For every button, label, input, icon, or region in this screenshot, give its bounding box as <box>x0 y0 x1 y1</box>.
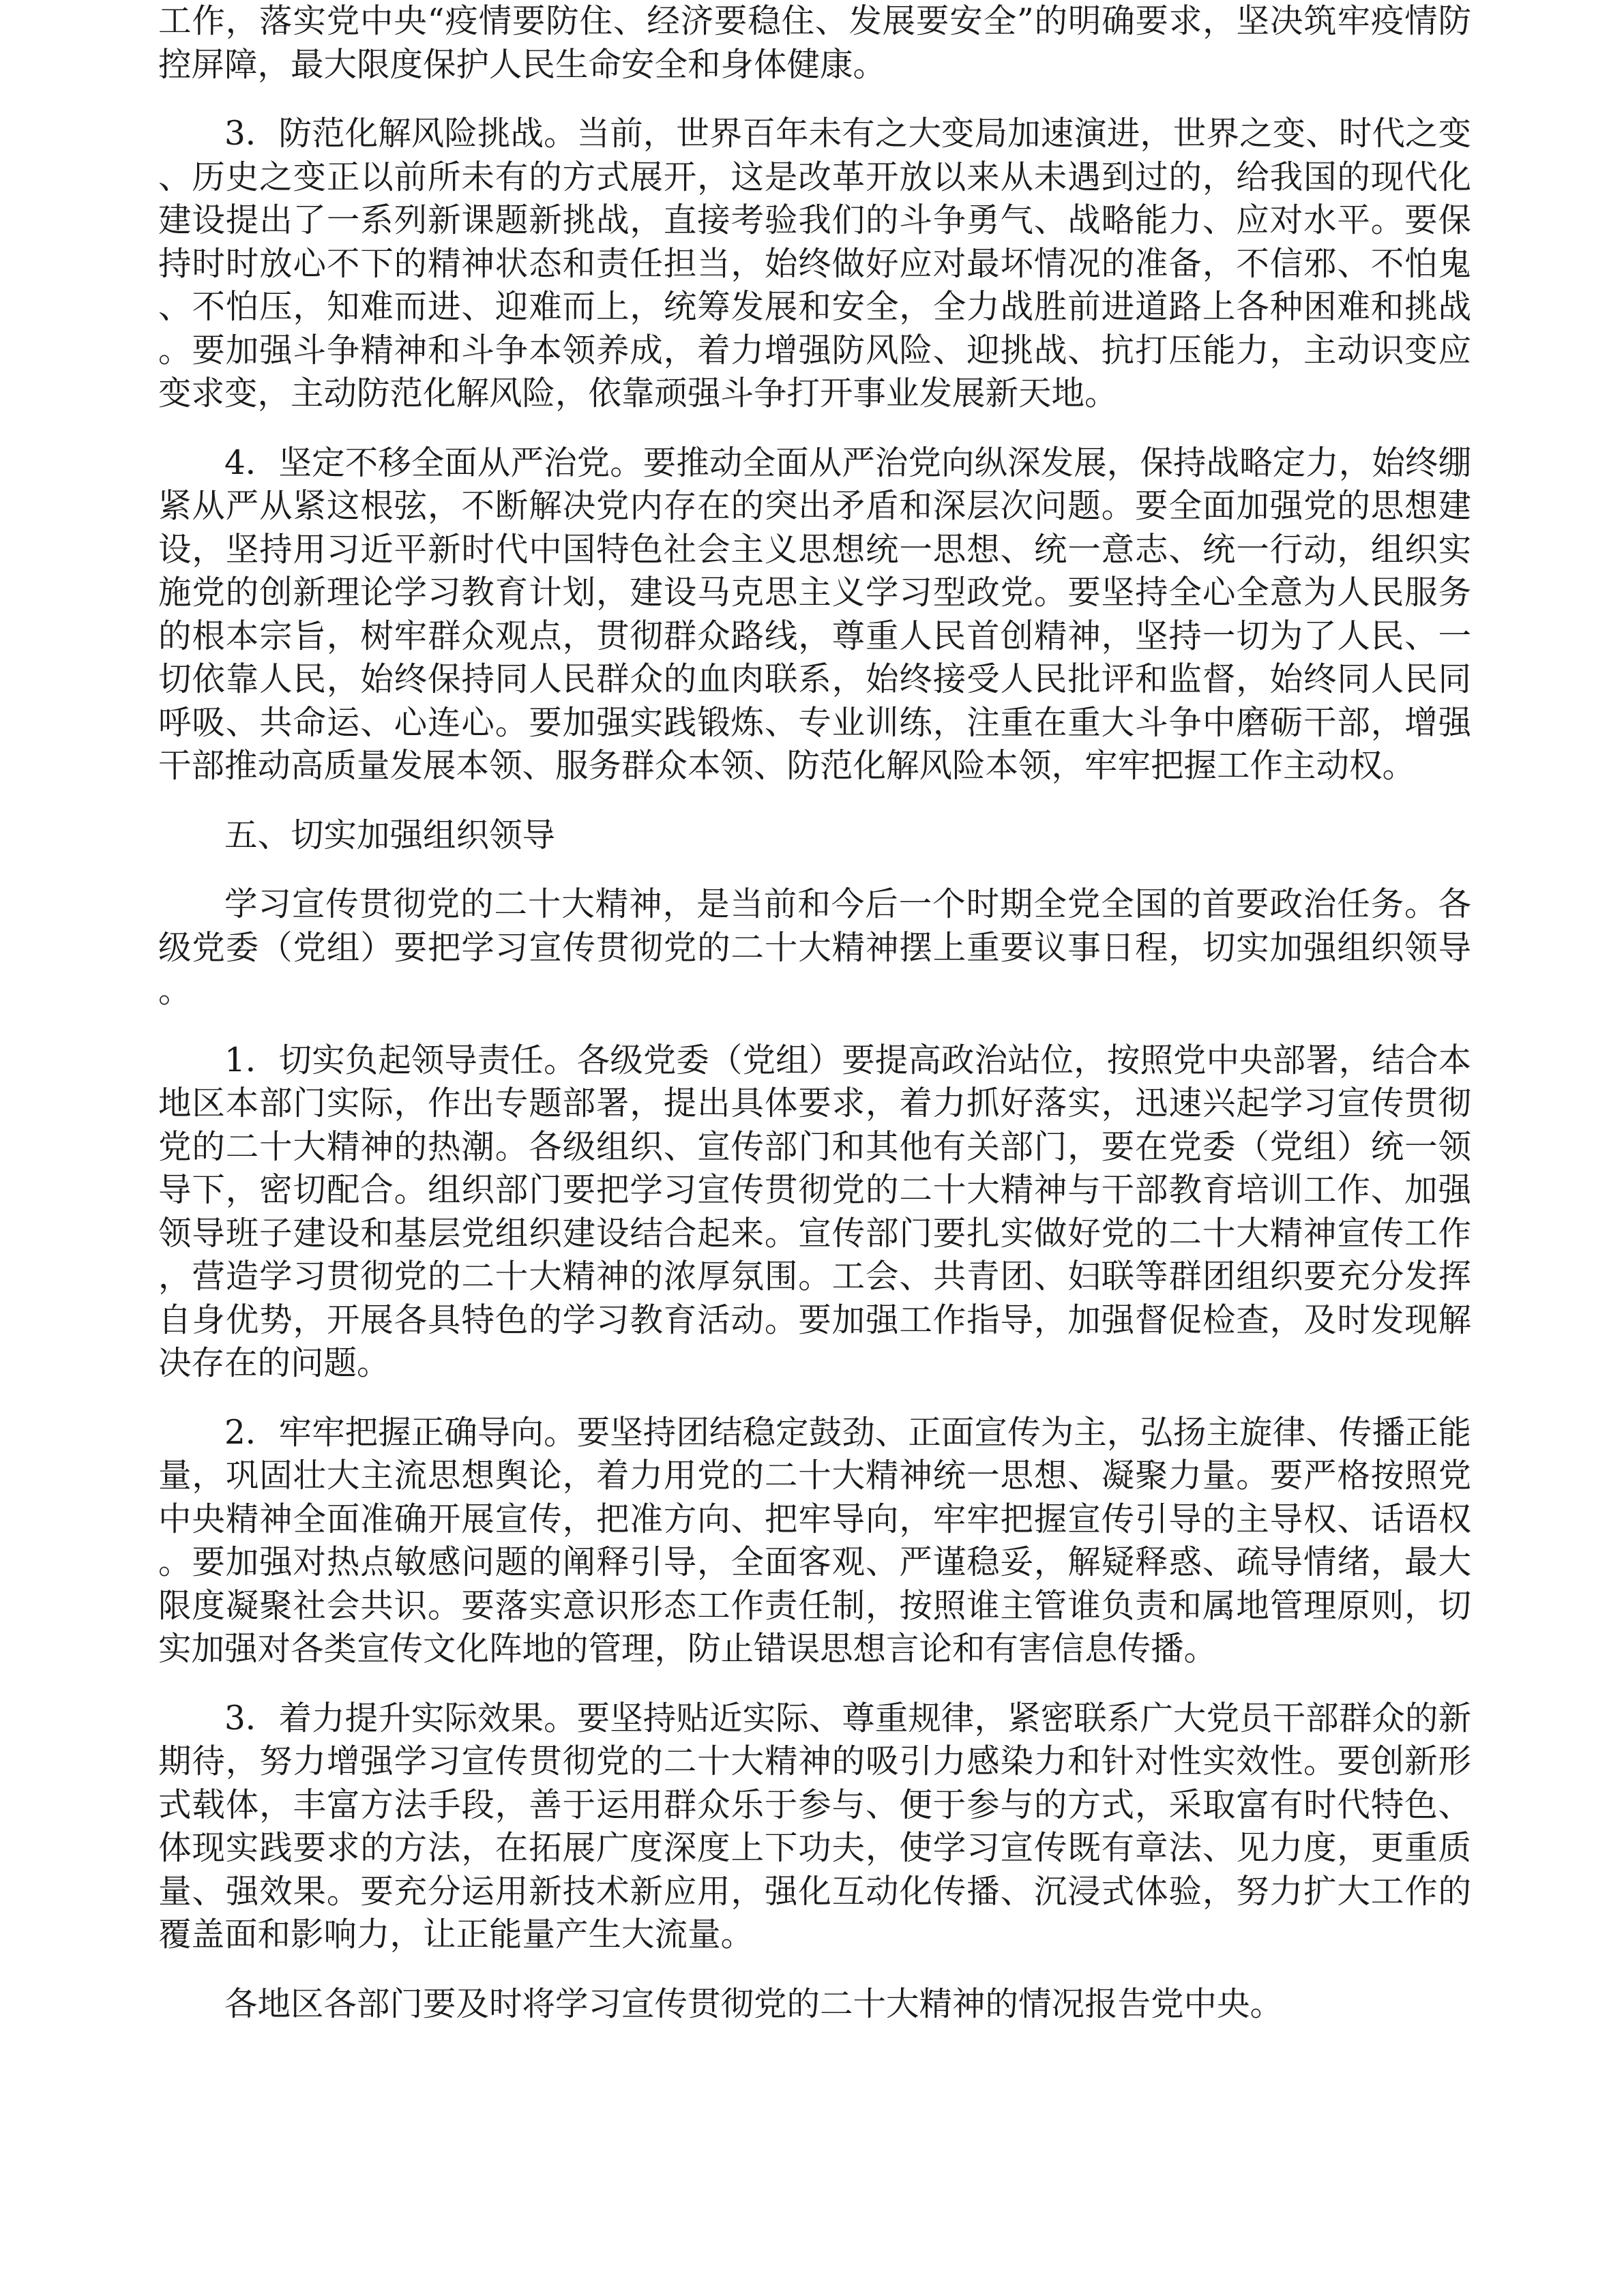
section-heading-five: 五、切实加强组织领导 <box>224 816 556 854</box>
paragraph-correct-orientation: 2．牢牢把握正确导向。要坚持团结稳定鼓劲、正面宣传为主，弘扬主旋律、传播正能量，巩固壮大主流思想舆论，着力用党的二十大精神统一思想、凝聚力量。要严格按照党中央精神全面准确开展宣传，把准方向、把牢导向，牢牢把握宣传引导的主导权、话语权。要加强对热点敏感问题的阐释引导，全面客观、严谨稳妥，解疑释惑、疏导情绪，最大限度凝聚社会共识。要落实意识形态工作责任制，按照谁主管谁负责和属地管理原则，切实加强对各类宣传文化阵地的管理，防止错误思想言论和有害信息传播。 <box>158 1413 1471 1668</box>
paragraph-closing: 各地区各部门要及时将学习宣传贯彻党的二十大精神的情况报告党中央。 <box>224 1984 1284 2023</box>
paragraph-practical-effect: 3．着力提升实际效果。要坚持贴近实际、尊重规律，紧密联系广大党员干部群众的新期待，努力增强学习宣传贯彻党的二十大精神的吸引力感染力和针对性实效性。要创新形式载体，丰富方法手段，善于运用群众乐于参与、便于参与的方式，采取富有时代特色、体现实践要求的方法，在拓展广度深度上下功夫，使学习宣传既有章法、见力度，更重质量、强效果。要充分运用新技术新应用，强化互动化传播、沉浸式体验，努力扩大工作的覆盖面和影响力，让正能量产生大流量。 <box>158 1699 1471 1954</box>
document-page <box>158 0 1471 2052</box>
paragraph-continued: 工作，落实党中央“疫情要防住、经济要稳住、发展要安全”的明确要求，坚决筑牢疫情防控屏障，最大限度保护人民生命安全和身体健康。 <box>158 2 1471 84</box>
paragraph-party-governance: 4．坚定不移全面从严治党。要推动全面从严治党向纵深发展，保持战略定力，始终绷紧从严从紧这根弦，不断解决党内存在的突出矛盾和深层次问题。要全面加强党的思想建设，坚持用习近平新时代中国特色社会主义思想统一思想、统一意志、统一行动，组织实施党的创新理论学习教育计划，建设马克思主义学习型政党。要坚持全心全意为人民服务的根本宗旨，树牢群众观点，贯彻群众路线，尊重人民首创精神，坚持一切为了人民、一切依靠人民，始终保持同人民群众的血肉联系，始终接受人民批评和监督，始终同人民同呼吸、共命运、心连心。要加强实践锻炼、专业训练，注重在重大斗争中磨砺干部，增强干部推动高质量发展本领、服务群众本领、防范化解风险本领，牢牢把握工作主动权。 <box>158 443 1471 785</box>
paragraph-section-intro: 学习宣传贯彻党的二十大精神，是当前和今后一个时期全党全国的首要政治任务。各级党委（党组）要把学习宣传贯彻党的二十大精神摆上重要议事日程，切实加强组织领导。 <box>158 885 1471 1010</box>
paragraph-leadership-responsibility: 1．切实负起领导责任。各级党委（党组）要提高政治站位，按照党中央部署，结合本地区本部门实际，作出专题部署，提出具体要求，着力抓好落实，迅速兴起学习宣传贯彻党的二十大精神的热潮。各级组织、宣传部门和其他有关部门，要在党委（党组）统一领导下，密切配合。组织部门要把学习宣传贯彻党的二十大精神与干部教育培训工作、加强领导班子建设和基层党组织建设结合起来。宣传部门要扎实做好党的二十大精神宣传工作，营造学习贯彻党的二十大精神的浓厚氛围。工会、共青团、妇联等群团组织要充分发挥自身优势，开展各具特色的学习教育活动。要加强工作指导，加强督促检查，及时发现解决存在的问题。 <box>158 1041 1471 1382</box>
paragraph-risk-challenges: 3．防范化解风险挑战。当前，世界百年未有之大变局加速演进，世界之变、时代之变、历史之变正以前所未有的方式展开，这是改革开放以来从未遇到过的，给我国的现代化建设提出了一系列新课题新挑战，直接考验我们的斗争勇气、战略能力、应对水平。要保持时时放心不下的精神状态和责任担当，始终做好应对最坏情况的准备，不信邪、不怕鬼、不怕压，知难而进、迎难而上，统筹发展和安全，全力战胜前进道路上各种困难和挑战。要加强斗争精神和斗争本领养成，着力增强防风险、迎挑战、抗打压能力，主动识变应变求变，主动防范化解风险，依靠顽强斗争打开事业发展新天地。 <box>158 115 1471 413</box>
